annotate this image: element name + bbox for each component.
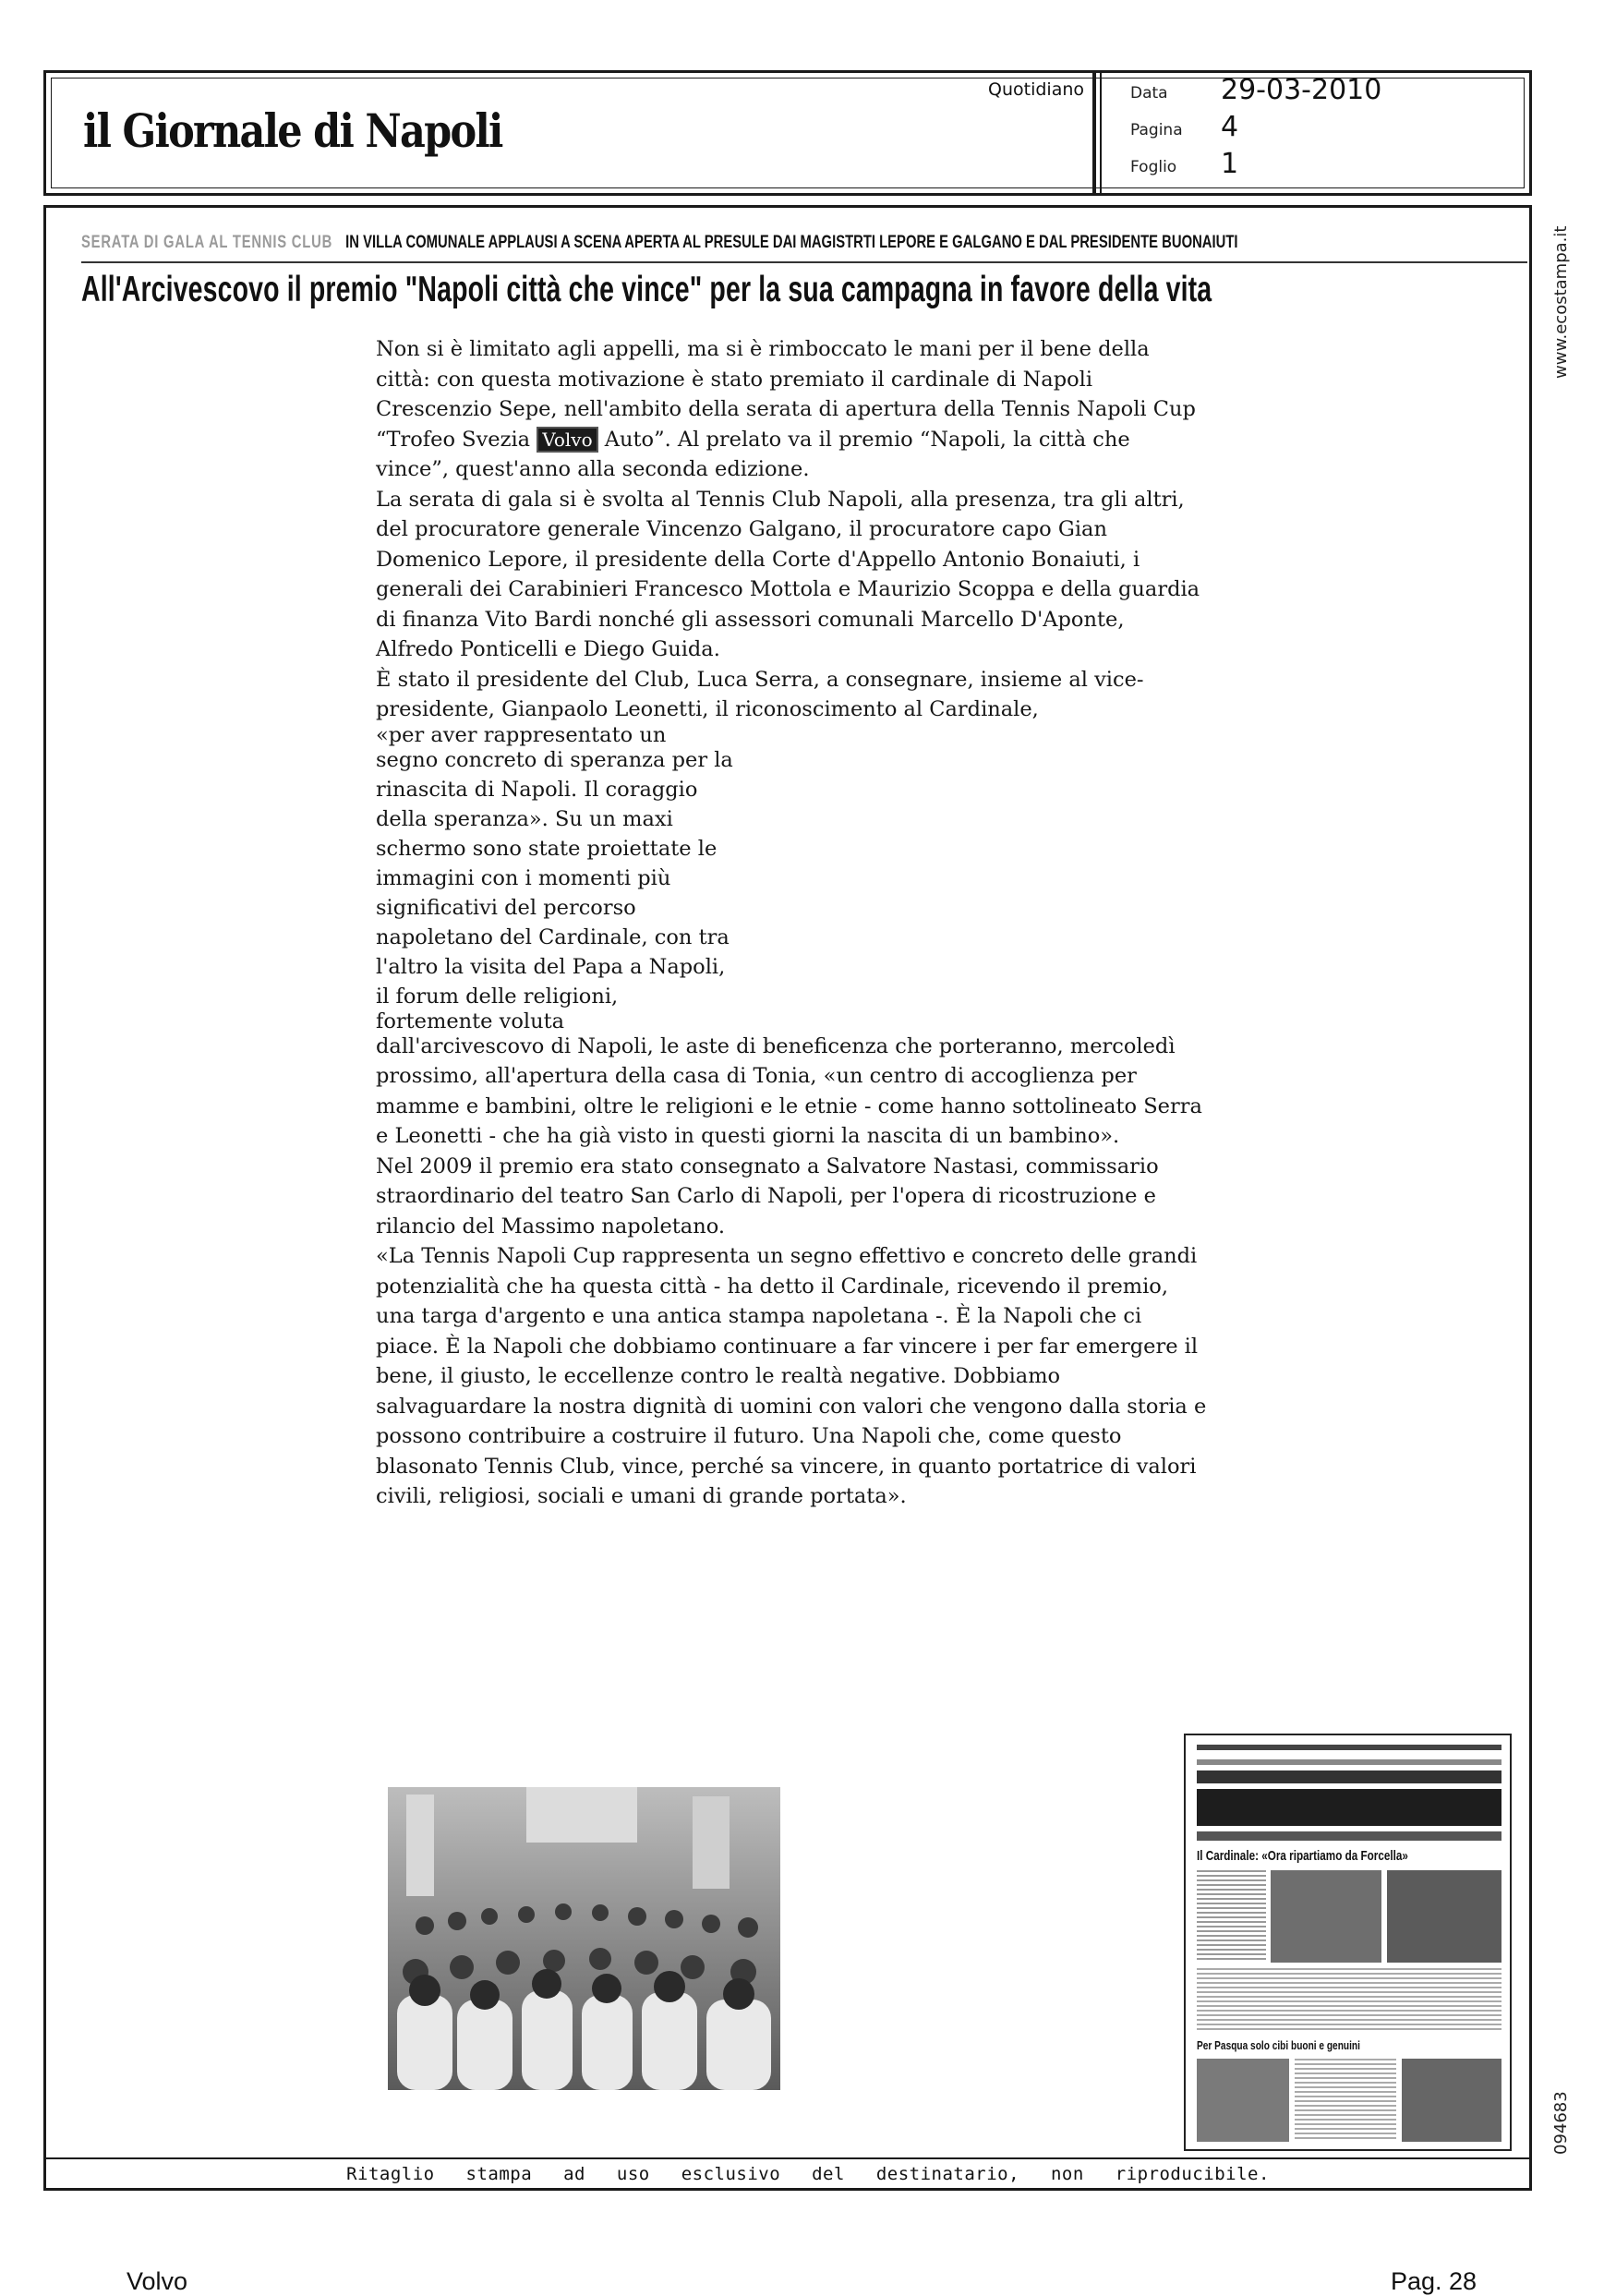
- paragraph-text: Auto”. Al prelato va il premio “Napoli, la città che vince”, quest'anno alla seconda edizione.: [376, 427, 1130, 481]
- brand-footer: Volvo: [127, 2267, 188, 2295]
- meta-divider: [1092, 70, 1096, 196]
- narrow-line: significativi del percorso: [376, 895, 636, 920]
- thumb-masthead-bar: [1197, 1745, 1501, 1750]
- website-watermark: www.ecostampa.it: [1551, 225, 1571, 379]
- narrow-line: il forum delle religioni,: [376, 984, 619, 1009]
- narrow-line: napoletano del Cardinale, con tra: [376, 924, 730, 949]
- thumb-photo-3: [1197, 2059, 1289, 2142]
- thumb-headline-bar: [1197, 1770, 1501, 1783]
- article-headline: All'Arcivescovo il premio "Napoli città che vince" per la sua campagna in favore della vita: [81, 270, 1212, 309]
- disclaimer: Ritaglio stampa ad uso esclusivo del destinatario, non riproducibile.: [346, 2164, 1270, 2184]
- narrow-line: immagini con i momenti più: [376, 865, 671, 890]
- kicker-rule: [81, 261, 1527, 263]
- narrow-column: [376, 722, 1207, 1033]
- date-value: 29-03-2010: [1221, 74, 1382, 106]
- thumb-headline-1: Il Cardinale: «Ora ripartiamo da Forcella»: [1197, 1848, 1408, 1864]
- kicker-label: SERATA DI GALA AL TENNIS CLUB: [81, 233, 333, 252]
- thumb-kicker-bar: [1197, 1759, 1501, 1765]
- paragraph: È stato il presidente del Club, Luca Serra, a consegnare, insieme al vice- presidente, Gianpaolo Leonetti, il riconoscimento al Cardinale,: [376, 667, 1144, 721]
- thumb-photo-2: [1387, 1870, 1501, 1963]
- narrow-line: «per aver rappresentato un: [376, 722, 667, 747]
- narrow-line: della speranza». Su un maxi: [376, 806, 673, 831]
- meta-divider: [1100, 70, 1102, 196]
- sheet-label: Foglio: [1130, 158, 1177, 176]
- thumb-photo-4: [1402, 2059, 1501, 2142]
- page-thumbnail: [1184, 1734, 1512, 2151]
- narrow-line: fortemente voluta: [376, 1009, 565, 1033]
- date-label: Data: [1130, 84, 1168, 103]
- paragraph: dall'arcivescovo di Napoli, le aste di beneficenza che porteranno, mercoledì prossimo, all'apertura della casa di Tonia, «un centro di accoglienza per mamme e bambini, oltre le religioni e le etnie - come hanno sottolineato Serra e Leonetti - che ha già visto in questi giorni la nascita di un bambino».: [376, 1033, 1202, 1148]
- event-photo: [388, 1787, 780, 2090]
- sheet-value: 1: [1221, 148, 1239, 180]
- thumb-photo-1: [1271, 1870, 1381, 1963]
- narrow-line: segno concreto di speranza per la: [376, 747, 733, 772]
- article-body: [376, 334, 1207, 1512]
- brand-highlight: Volvo: [537, 427, 597, 453]
- page-value: 4: [1221, 111, 1239, 143]
- paragraph: «La Tennis Napoli Cup rappresenta un segno effettivo e concreto delle grandi potenzialità che ha questa città - ha detto il Cardinale, ricevendo il premio, una targa d'argento e una antica stampa napoletana -. È la Napoli che ci piace. È la Napoli che dobbiamo continuare a far vincere i per far emergere il bene, il giusto, le eccellenze contro le realtà negative. Dobbiamo salvaguardare la nostra dignità di uomini con valori che vengono dalla storia e possono contribuire a costruire il futuro. Una Napoli che, come questo blasonato Tennis Club, vince, perché sa vincere, in quanto portatrice di valori civili, religiosi, sociali e umani di grande portata».: [376, 1244, 1207, 1508]
- kicker: [81, 233, 1237, 253]
- publication-type: Quotidiano: [988, 79, 1084, 100]
- paragraph: La serata di gala si è svolta al Tennis Club Napoli, alla presenza, tra gli altri, del procuratore generale Vincenzo Galgano, il procuratore capo Gian Domenico Lepore, il presidente della Corte d'Appello Antonio Bonaiuti, i generali dei Carabinieri Francesco Mottola e Maurizio Scoppa e della guardia di finanza Vito Bardi nonché gli assessori comunali Marcello D'Aponte, Alfredo Ponticelli e Diego Guida.: [376, 487, 1200, 661]
- page-number: Pag. 28: [1391, 2267, 1477, 2295]
- thumb-text-block: [1197, 1968, 1501, 2033]
- page-label: Pagina: [1130, 121, 1183, 139]
- paragraph: [376, 334, 1207, 485]
- narrow-line: rinascita di Napoli. Il coraggio: [376, 777, 698, 802]
- thumb-rule: [1197, 1831, 1501, 1841]
- thumb-headline-2: Per Pasqua solo cibi buoni e genuini: [1197, 2038, 1360, 2052]
- narrow-line: l'altro la visita del Papa a Napoli,: [376, 954, 726, 979]
- thumb-dark-block: [1197, 1789, 1501, 1826]
- newspaper-masthead: il Giornale di Napoli: [83, 103, 502, 158]
- narrow-line: schermo sono state proiettate le: [376, 836, 718, 861]
- kicker-text: IN VILLA COMUNALE APPLAUSI A SCENA APERTA AL PRESULE DAI MAGISTRTI LEPORE E GALGANO E DAL PRESIDENTE BUONAIUTI: [345, 233, 1238, 252]
- footer-rule: [43, 2157, 1532, 2159]
- thumb-text-block-2: [1295, 2059, 1396, 2142]
- paragraph: Nel 2009 il premio era stato consegnato a Salvatore Nastasi, commissario straordinario del teatro San Carlo di Napoli, per l'opera di ricostruzione e rilancio del Massimo napoletano.: [376, 1154, 1159, 1239]
- paragraph-text: Non si è limitato agli appelli, ma si è rimboccato le mani per il bene della città: con questa motivazione è stato premiato il cardinale di Napoli Crescenzio Sepe, nell'ambito della serata di apertura della Tennis Napoli Cup “Trofeo Svezia: [376, 337, 1196, 452]
- clipping-code: 094683: [1551, 2091, 1571, 2155]
- thumb-text-column: [1197, 1870, 1266, 1963]
